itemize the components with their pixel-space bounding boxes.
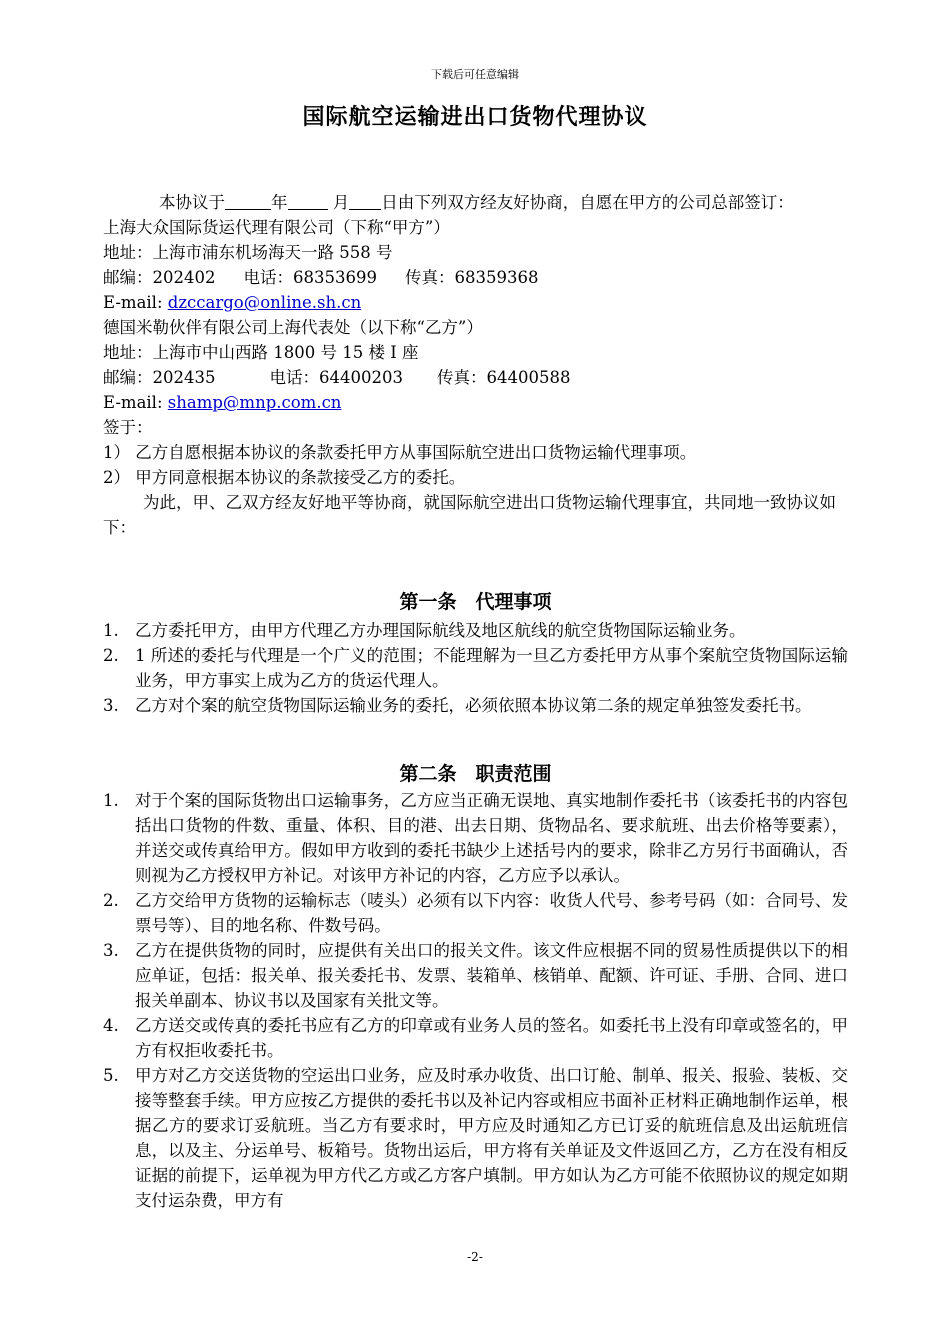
party-b-name: 德国米勒伙伴有限公司上海代表处（以下称“乙方”）: [103, 318, 483, 337]
party-a-email-link[interactable]: dzccargo@online.sh.cn: [167, 293, 362, 312]
party-a-postcode: 邮编：202402: [103, 268, 216, 287]
opening-paragraph: [103, 190, 848, 215]
list-item: [103, 938, 848, 1013]
article-2: [103, 760, 848, 1213]
list-item: [103, 618, 848, 643]
article-1-items: [103, 618, 848, 718]
list-item-text: 乙方委托甲方，由甲方代理乙方办理国际航线及地区航线的航空货物国际运输业务。: [135, 621, 746, 640]
agreement-paragraph: 为此，甲、乙双方经友好地平等协商，就国际航空进出口货物运输代理事宜，共同地一致协议如下：: [103, 493, 836, 537]
list-item-number: 2.: [103, 891, 119, 910]
list-item-text: 乙方送交或传真的委托书应有乙方的印章或有业务人员的签名。如委托书上没有印章或签名的，甲方有权拒收委托书。: [135, 1016, 848, 1060]
party-a-email-line: [103, 290, 848, 315]
list-item-text: 乙方对个案的航空货物国际运输业务的委托，必须依照本协议第二条的规定单独签发委托书。: [135, 696, 812, 715]
party-b-email-line: [103, 390, 848, 415]
list-item-text: 乙方交给甲方货物的运输标志（唛头）必须有以下内容：收货人代号、参考号码（如：合同号、发票号等）、目的地名称、件数号码。: [135, 891, 848, 935]
list-item-text: 对于个案的国际货物出口运输事务，乙方应当正确无误地、真实地制作委托书（该委托书的内容包括出口货物的件数、重量、体积、目的港、出去日期、货物品名、要求航班、出去价格等要素），并送交或传真给甲方。假如甲方收到的委托书缺少上述括号内的要求，除非乙方另行书面确认，否则视为乙方授权甲方补记。对该甲方补记的内容，乙方应予以承认。: [135, 791, 848, 885]
whereas-item-2: 2） 甲方同意根据本协议的条款接受乙方的委托。: [103, 468, 466, 487]
intro-section: [103, 190, 848, 540]
party-b-fax: 传真：64400588: [436, 368, 571, 387]
opening-text-a: 本协议于: [159, 193, 225, 212]
year-blank: [225, 193, 271, 210]
list-item: [103, 1013, 848, 1063]
list-item-number: 1.: [103, 621, 119, 640]
list-item-text: 甲方对乙方交送货物的空运出口业务，应及时承办收货、出口订舱、制单、报关、报验、装板、交接等整套手续。甲方应按乙方提供的委托书以及补记内容或相应书面补正材料正确地制作运单，根据乙方的要求订妥航班。当乙方有要求时，甲方应及时通知乙方已订妥的航班信息及出运航班信息，以及主、分运单号、板箱号。货物出运后，甲方将有关单证及文件返回乙方，乙方在没有相反证据的前提下，运单视为甲方代乙方或乙方客户填制。甲方如认为乙方可能不依照协议的规定如期支付运杂费，甲方有: [135, 1066, 848, 1210]
party-b-contact: [103, 365, 848, 390]
list-item-number: 3.: [103, 696, 119, 715]
list-item-number: 5.: [103, 1066, 119, 1085]
list-item: [103, 788, 848, 888]
whereas-item-1: 1） 乙方自愿根据本协议的条款委托甲方从事国际航空进出口货物运输代理事项。: [103, 443, 697, 462]
list-item: [103, 693, 848, 718]
list-item: [103, 643, 848, 693]
list-item-text: 乙方在提供货物的同时，应提供有关出口的报关文件。该文件应根据不同的贸易性质提供以下的相应单证，包括：报关单、报关委托书、发票、装箱单、核销单、配额、许可证、手册、合同、进口报关单副本、协议书以及国家有关批文等。: [135, 941, 848, 1010]
article-1-title: 第一条 代理事项: [399, 591, 552, 613]
article-1: [103, 588, 848, 718]
list-item-text: 1 所述的委托与代理是一个广义的范围；不能理解为一旦乙方委托甲方从事个案航空货物国际运输业务，甲方事实上成为乙方的货运代理人。: [135, 646, 848, 690]
party-b-email-link[interactable]: shamp@mnp.com.cn: [167, 393, 342, 412]
party-a-contact: [103, 265, 848, 290]
party-a-email-label: E-mail:: [103, 293, 168, 312]
opening-text-c: 月: [327, 193, 350, 212]
party-b-address: 地址：上海市中山西路 1800 号 15 楼 I 座: [103, 343, 419, 362]
list-item: [103, 888, 848, 938]
opening-text-d: 日由下列双方经友好协商，自愿在甲方的公司总部签订：: [381, 193, 794, 212]
party-a-name: 上海大众国际货运代理有限公司（下称“甲方”）: [103, 218, 450, 237]
month-blank: [288, 193, 328, 210]
list-item-number: 4.: [103, 1016, 119, 1035]
party-a-fax: 传真：68359368: [404, 268, 539, 287]
list-item-number: 2.: [103, 646, 119, 665]
party-a-phone: 电话：68353699: [243, 268, 377, 287]
opening-text-b: 年: [271, 193, 288, 212]
article-2-items: [103, 788, 848, 1213]
page-number: -2-: [467, 1250, 483, 1264]
day-blank: [349, 193, 381, 210]
party-b-email-label: E-mail:: [103, 393, 168, 412]
party-b-postcode: 邮编：202435: [103, 368, 216, 387]
document-title: 国际航空运输进出口货物代理协议: [302, 105, 648, 130]
header-note: 下载后可任意编辑: [431, 68, 519, 81]
party-b-phone: 电话：64400203: [269, 368, 403, 387]
party-a-address: 地址：上海市浦东机场海天一路 558 号: [103, 243, 393, 262]
list-item-number: 1.: [103, 791, 119, 810]
list-item: [103, 1063, 848, 1213]
article-2-title: 第二条 职责范围: [399, 763, 552, 785]
whereas-heading: 签于：: [103, 418, 153, 437]
list-item-number: 3.: [103, 941, 119, 960]
